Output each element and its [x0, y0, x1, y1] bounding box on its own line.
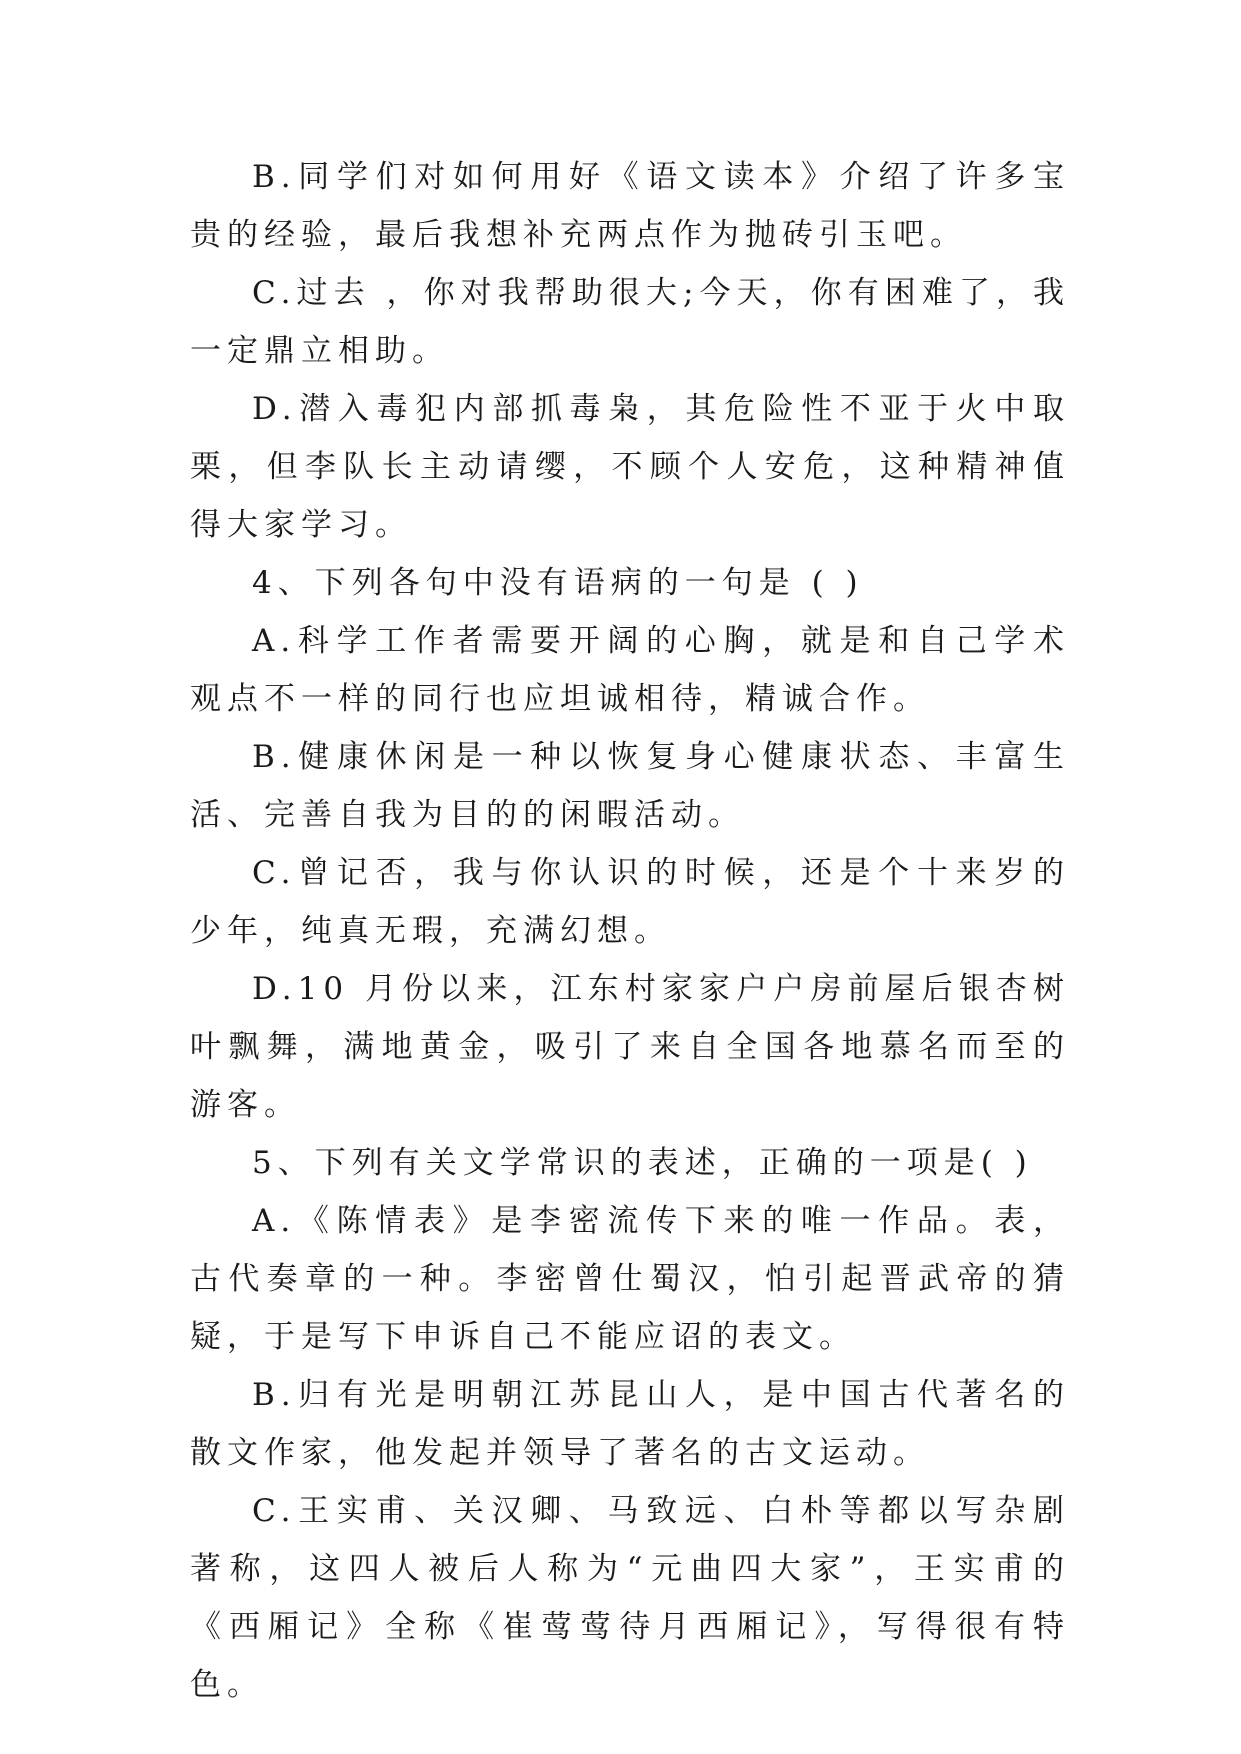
q5-option-b: B.归有光是明朝江苏昆山人，是中国古代著名的散文作家，他发起并领导了著名的古文运动。	[190, 1377, 1070, 1471]
q4-option-d: D.10 月份以来，江东村家家户户房前屋后银杏树叶飘舞，满地黄金，吸引了来自全国各地慕名而至的游客。	[190, 971, 1070, 1123]
q3-option-d: D.潜入毒犯内部抓毒枭，其危险性不亚于火中取栗，但李队长主动请缨，不顾个人安危，这种精神值得大家学习。	[190, 391, 1070, 543]
q4-option-b: B.健康休闲是一种以恢复身心健康状态、丰富生活、完善自我为目的的闲暇活动。	[190, 739, 1070, 833]
q5-option-c: C.王实甫、关汉卿、马致远、白朴等都以写杂剧著称，这四人被后人称为“元曲四大家”，王实甫的《西厢记》全称《崔莺莺待月西厢记》，写得很有特色。	[190, 1493, 1070, 1703]
document-body	[190, 148, 1070, 1714]
q4-stem: 4、下列各句中没有语病的一句是 ( )	[252, 565, 864, 601]
q5-option-a: A.《陈情表》是李密流传下来的唯一作品。表，古代奏章的一种。李密曾仕蜀汉，怕引起晋武帝的猜疑，于是写下申诉自己不能应诏的表文。	[190, 1203, 1070, 1355]
q4-option-a: A.科学工作者需要开阔的心胸，就是和自己学术观点不一样的同行也应坦诚相待，精诚合作。	[190, 623, 1070, 717]
q4-option-c: C.曾记否，我与你认识的时候，还是个十来岁的少年，纯真无瑕，充满幻想。	[190, 855, 1070, 949]
q3-option-c: C.过去 ，你对我帮助很大;今天，你有困难了，我一定鼎立相助。	[190, 275, 1070, 369]
q3-option-b: B.同学们对如何用好《语文读本》介绍了许多宝贵的经验，最后我想补充两点作为抛砖引玉吧。	[190, 159, 1070, 253]
q5-stem: 5、下列有关文学常识的表述，正确的一项是( )	[252, 1145, 1033, 1181]
